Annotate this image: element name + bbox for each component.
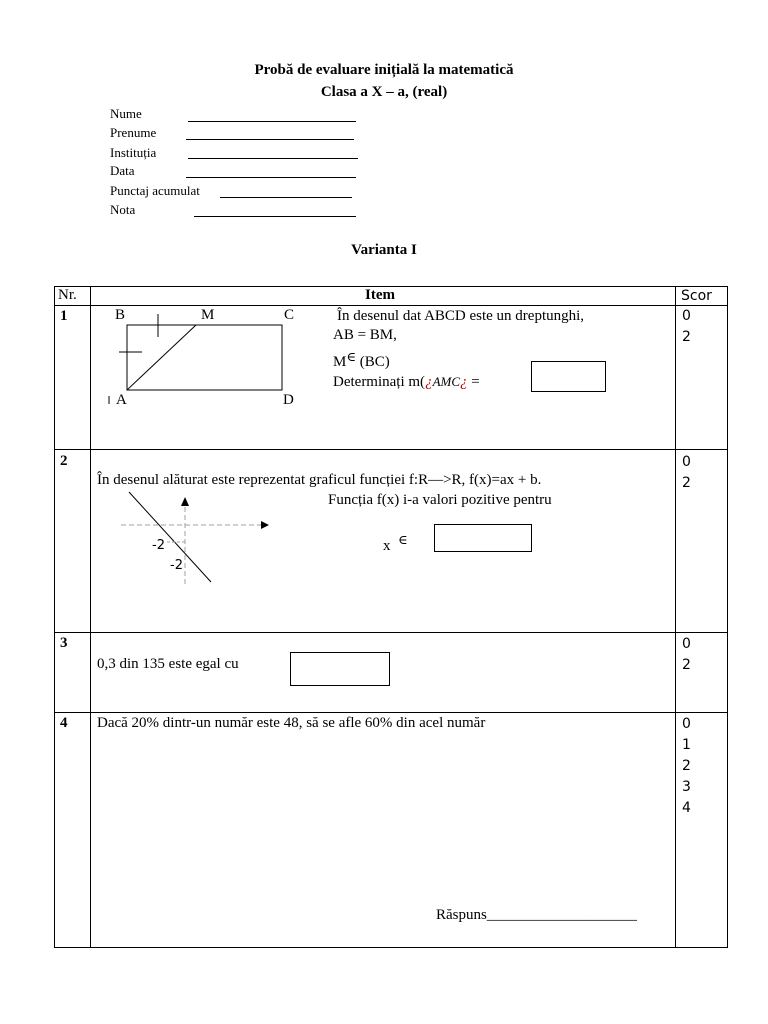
column-header-score: Scor — [681, 288, 712, 304]
column-header-nr: Nr. — [58, 287, 77, 303]
item-3-number: 3 — [60, 635, 68, 651]
item-1-answer-box[interactable] — [531, 361, 606, 392]
item-1-condition: AB = BM, — [333, 327, 397, 343]
item-2-score-0: 0 — [682, 454, 691, 470]
field-line-data[interactable] — [186, 177, 356, 178]
field-label-prenume: Prenume — [110, 125, 157, 140]
item-1-score-2: 2 — [682, 329, 691, 345]
variant-title: Varianta I — [351, 242, 417, 258]
vertex-b-label: B — [115, 307, 126, 323]
item-3-score-0: 0 — [682, 636, 691, 652]
field-line-nota[interactable] — [194, 216, 356, 217]
item-4-statement: Dacă 20% dintr-un număr este 48, să se afle 60% din acel număr — [97, 715, 486, 731]
vertex-d-label: D — [283, 392, 294, 408]
rectangle-figure — [104, 310, 304, 410]
item-3-score-2: 2 — [682, 657, 691, 673]
item-4-score-2: 2 — [682, 758, 691, 774]
item-2-answer-box[interactable] — [434, 524, 532, 552]
item-4-score-0: 0 — [682, 716, 691, 732]
graph-tick-x: -2 — [152, 538, 165, 553]
field-label-data: Data — [110, 163, 135, 178]
graph-tick-y: -2 — [170, 558, 183, 573]
page-subtitle: Clasa a X – a, (real) — [320, 84, 448, 100]
vertex-a-label: A — [116, 392, 127, 408]
field-label-institutia: Instituția — [110, 145, 157, 160]
page-title: Probă de evaluare inițială la matematică — [254, 62, 514, 78]
vertex-m-label: M — [201, 307, 215, 323]
field-line-nume[interactable] — [188, 121, 356, 122]
item-2-score-2: 2 — [682, 475, 691, 491]
field-line-institutia[interactable] — [188, 158, 358, 159]
item-1-score-0: 0 — [682, 308, 691, 324]
column-header-item: Item — [365, 287, 395, 303]
item-1-statement: În desenul dat ABCD este un dreptunghi, — [337, 308, 585, 324]
item-3-answer-box[interactable] — [290, 652, 390, 686]
function-graph — [115, 490, 275, 590]
field-label-punctaj: Punctaj acumulat — [110, 183, 200, 198]
item-4-score-3: 3 — [682, 779, 691, 795]
item-4-answer-line[interactable]: Răspuns____________________ — [436, 907, 637, 923]
item-2-answer-label: x ∈ — [383, 532, 408, 554]
field-label-nume: Nume — [110, 106, 142, 121]
item-1-membership: M∈ (BC) — [333, 349, 390, 370]
item-2-question: Funcția f(x) i-a valori pozitive pentru — [328, 492, 552, 508]
field-line-prenume[interactable] — [186, 139, 354, 140]
item-2-number: 2 — [60, 453, 68, 469]
vertex-c-label: C — [284, 307, 295, 323]
field-label-nota: Nota — [110, 202, 136, 217]
item-1-number: 1 — [60, 308, 68, 324]
field-line-punctaj[interactable] — [220, 197, 352, 198]
item-4-number: 4 — [60, 715, 68, 731]
item-2-statement: În desenul alăturat este reprezentat graficul funcției f:R—>R, f(x)=ax + b. — [97, 472, 542, 488]
item-4-score-1: 1 — [682, 737, 691, 753]
item-1-question: Determinați m(¿AMC¿ = — [333, 374, 480, 390]
item-3-statement: 0,3 din 135 este egal cu — [97, 656, 239, 672]
item-4-score-4: 4 — [682, 800, 691, 816]
